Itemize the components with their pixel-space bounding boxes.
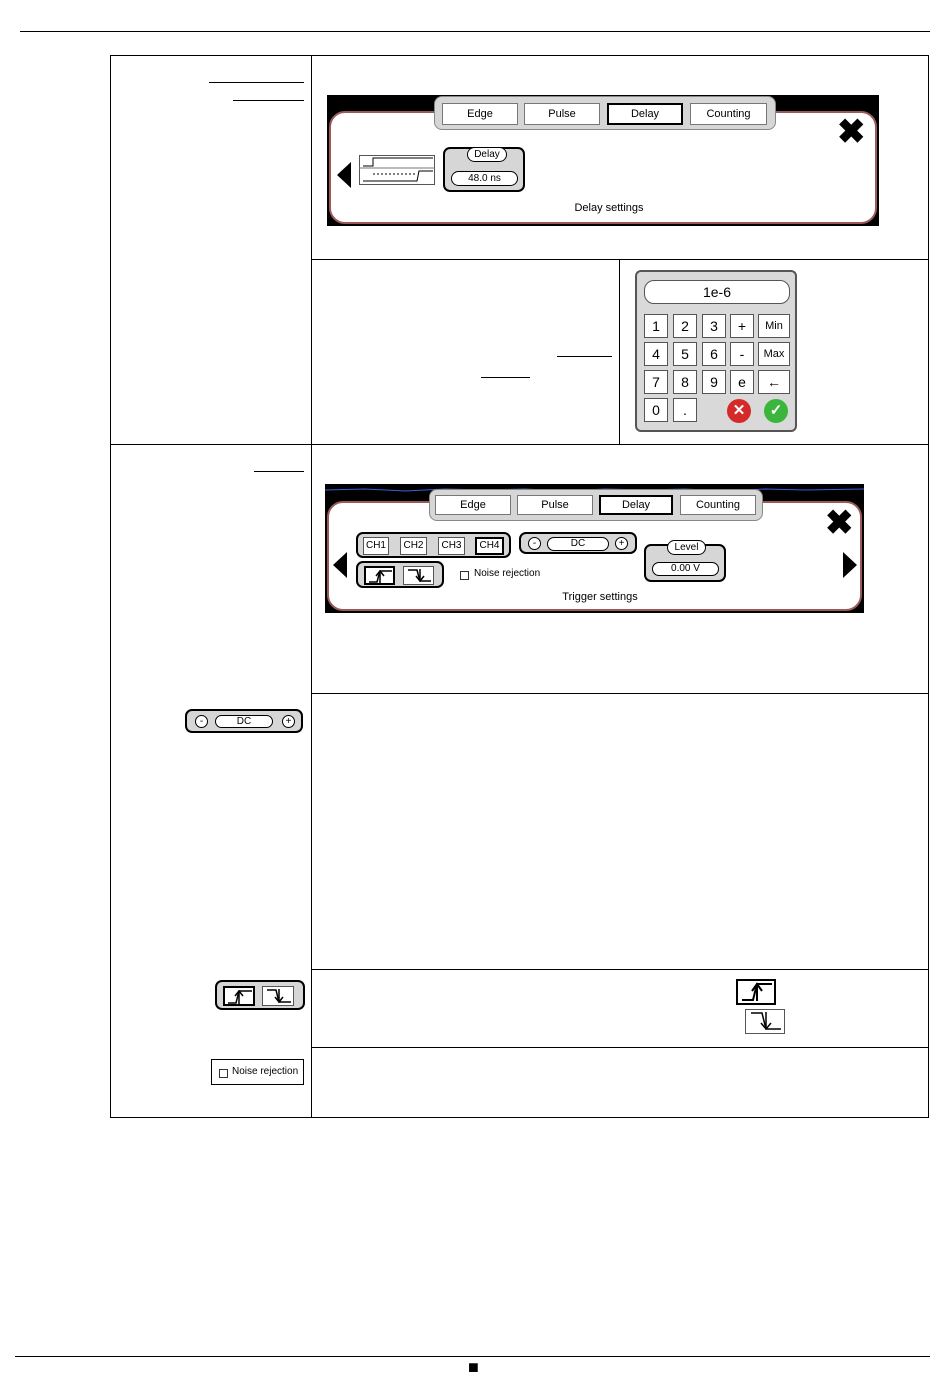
cell-divider: [619, 259, 620, 444]
tab-bar: [429, 489, 763, 521]
keypad-display: 1e-6: [644, 280, 790, 304]
coupling-plus-button[interactable]: +: [615, 537, 628, 550]
delay-value[interactable]: 48.0 ns: [451, 171, 518, 186]
tab-pulse[interactable]: Pulse: [517, 495, 593, 515]
noise-rejection-label: Noise rejection: [474, 568, 541, 579]
key-5[interactable]: 5: [673, 342, 697, 366]
key-8[interactable]: 8: [673, 370, 697, 394]
tab-pulse[interactable]: Pulse: [524, 103, 600, 125]
channel-button-ch2[interactable]: CH2: [400, 537, 427, 555]
close-icon[interactable]: ✖: [825, 504, 854, 542]
noise-rejection-checkbox[interactable]: [460, 571, 469, 580]
rising-edge-icon: [226, 989, 254, 1005]
key-4[interactable]: 4: [644, 342, 668, 366]
row-line: [311, 969, 928, 970]
level-label: Level: [667, 540, 706, 555]
key-7[interactable]: 7: [644, 370, 668, 394]
underline: [233, 100, 304, 101]
footer-mark: ■: [468, 1357, 479, 1377]
falling-edge-button[interactable]: [262, 986, 294, 1006]
previous-arrow-icon[interactable]: [337, 162, 351, 188]
level-value[interactable]: 0.00 V: [652, 562, 719, 576]
table-divider: [311, 55, 312, 1117]
key-3[interactable]: 3: [702, 314, 726, 338]
key-1[interactable]: 1: [644, 314, 668, 338]
row-line: [110, 444, 928, 445]
tab-delay[interactable]: Delay: [599, 495, 673, 515]
delay-settings-caption: Delay settings: [574, 202, 644, 214]
slope-group: [356, 561, 444, 588]
key-max[interactable]: Max: [758, 342, 790, 366]
rising-edge-button[interactable]: [223, 986, 255, 1006]
channel-button-ch1[interactable]: CH1: [363, 537, 389, 555]
cancel-icon[interactable]: ✕: [727, 399, 751, 423]
underline: [254, 471, 304, 472]
row-line: [311, 693, 928, 694]
noise-rejection-checkbox[interactable]: [219, 1069, 228, 1078]
key-plus[interactable]: +: [730, 314, 754, 338]
tab-counting[interactable]: Counting: [690, 103, 767, 125]
check-icon[interactable]: ✓: [764, 399, 788, 423]
falling-edge-icon: [406, 568, 433, 583]
delay-settings-screen: [327, 95, 879, 226]
numeric-keypad: [635, 270, 797, 432]
coupling-value: DC: [547, 537, 609, 551]
falling-edge-button[interactable]: [403, 566, 434, 585]
coupling-selector: [519, 532, 637, 554]
key-e[interactable]: e: [730, 370, 754, 394]
noise-rejection-sample: [211, 1059, 304, 1085]
row-line: [311, 1047, 928, 1048]
channel-button-ch4[interactable]: CH4: [475, 537, 504, 555]
rising-edge-inline-icon: [736, 979, 776, 1005]
tab-counting[interactable]: Counting: [680, 495, 756, 515]
header-rule: [20, 31, 930, 32]
key-minus[interactable]: -: [730, 342, 754, 366]
coupling-minus-button[interactable]: -: [528, 537, 541, 550]
noise-rejection-label: Noise rejection: [232, 1066, 299, 1077]
key-dot[interactable]: .: [673, 398, 697, 422]
channel-group: [356, 532, 511, 558]
previous-arrow-icon[interactable]: [333, 552, 347, 578]
coupling-minus-button[interactable]: -: [195, 715, 208, 728]
tab-edge[interactable]: Edge: [435, 495, 511, 515]
rising-edge-button[interactable]: [364, 566, 395, 585]
close-icon[interactable]: ✖: [837, 113, 866, 151]
delay-label: Delay: [467, 147, 507, 162]
coupling-plus-button[interactable]: +: [282, 715, 295, 728]
backspace-key[interactable]: ←: [758, 370, 790, 394]
falling-edge-icon: [265, 988, 293, 1004]
underline: [481, 377, 530, 378]
delay-waveform-icon: [359, 155, 435, 185]
tab-delay[interactable]: Delay: [607, 103, 683, 125]
coupling-value: DC: [215, 715, 273, 728]
next-arrow-icon[interactable]: [843, 552, 857, 578]
rising-edge-icon: [367, 569, 394, 584]
channel-button-ch3[interactable]: CH3: [438, 537, 465, 555]
underline: [557, 356, 612, 357]
tab-bar: [434, 96, 776, 130]
key-min[interactable]: Min: [758, 314, 790, 338]
key-6[interactable]: 6: [702, 342, 726, 366]
tab-edge[interactable]: Edge: [442, 103, 518, 125]
key-0[interactable]: 0: [644, 398, 668, 422]
falling-edge-inline-icon: [745, 1009, 785, 1034]
trigger-settings-caption: Trigger settings: [562, 591, 638, 603]
level-group: [644, 544, 726, 582]
underline: [209, 82, 304, 83]
slope-group-sample: [215, 980, 305, 1010]
delay-group: [443, 147, 525, 192]
coupling-selector-sample: [185, 709, 303, 733]
trigger-settings-screen: [325, 484, 864, 613]
key-9[interactable]: 9: [702, 370, 726, 394]
key-2[interactable]: 2: [673, 314, 697, 338]
